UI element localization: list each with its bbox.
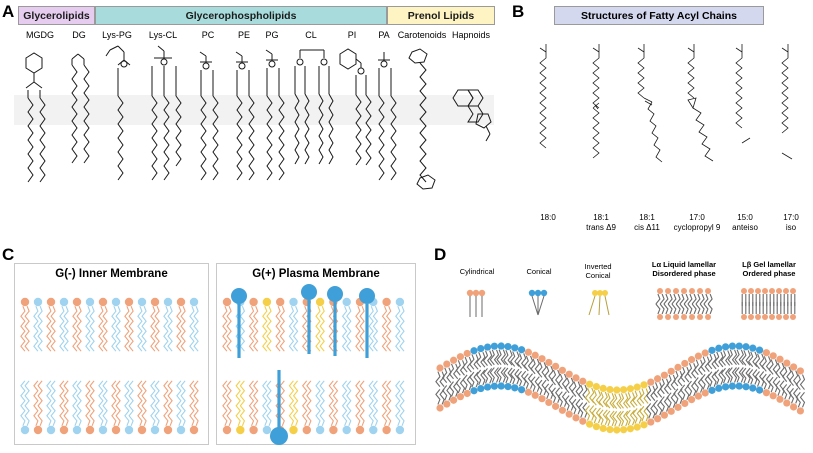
lipid-structure-drawings (0, 44, 508, 244)
lipid-label-lys-pg: Lys-PG (102, 30, 132, 40)
membrane-title-gram-positive: G(+) Plasma Membrane (252, 268, 380, 280)
panel-c-letter: C (2, 245, 15, 264)
lipid-label-pa: PA (378, 30, 390, 40)
legend-label-inverted-conical-2: Conical (585, 271, 611, 280)
category-bar-glycerophospholipids: Glycerophospholipids (95, 6, 387, 25)
legend-label-conical: Conical (526, 267, 552, 276)
fa-label-17-0-iso-name: 17:0 (783, 213, 799, 222)
lipid-label-dg: DG (72, 30, 86, 40)
wavy-bilayer-drawing (432, 330, 813, 450)
fa-label-18-1-cis-name: 18:1 (639, 213, 655, 222)
gram-positive-bilayer-drawing (217, 290, 415, 442)
lipid-label-pe: PE (237, 30, 251, 40)
panel-b-letter: B (512, 2, 525, 21)
lipid-label-pc: PC (201, 30, 215, 40)
lipid-label-cl: CL (305, 30, 317, 40)
panel-a-letter: A (2, 2, 15, 21)
panel-c-membranes (0, 245, 430, 453)
fa-label-17-0-cyclopropyl-name: 17:0 (689, 213, 705, 222)
fa-label-18-1-trans-name: 18:1 (593, 213, 609, 222)
fa-label-18-1-cis-detail: cis Δ11 (634, 223, 660, 232)
fa-label-18-1-trans-detail: trans Δ9 (586, 223, 616, 232)
lipid-label-hapnoids: Hapnoids (451, 30, 491, 40)
legend-label-inverted-conical-1: Inverted (584, 262, 612, 271)
panel-d-letter: D (434, 245, 447, 264)
fa-label-17-0-cyclopropyl-detail: cyclopropyl 9 (673, 223, 721, 232)
fa-label-18-0: 18:0 (540, 213, 556, 222)
membrane-box-gram-negative (14, 263, 209, 445)
lipid-label-pg: PG (265, 30, 279, 40)
fa-label-15-0-anteiso-name: 15:0 (737, 213, 753, 222)
fa-label-17-0-iso-detail: iso (785, 223, 797, 232)
gram-negative-bilayer-drawing (15, 290, 208, 442)
legend-label-cylindrical: Cylindrical (459, 267, 495, 276)
membrane-box-gram-positive (216, 263, 416, 445)
panel-d-lipid-shapes-phases (432, 245, 813, 453)
fatty-acid-structure-drawings (510, 40, 813, 220)
lipid-label-mgdg: MGDG (26, 30, 54, 40)
panel-a-lipid-structures (0, 0, 508, 243)
lipid-label-lys-cl: Lys-CL (148, 30, 178, 40)
legend-label-gel-lamellar-1: Lβ Gel lamellar (742, 260, 796, 269)
panel-b-title: Structures of Fatty Acyl Chains (554, 6, 764, 25)
category-bar-glycerolipids: Glycerolipids (18, 6, 95, 25)
category-bar-prenol-lipids: Prenol Lipids (387, 6, 495, 25)
legend-label-gel-lamellar-2: Ordered phase (742, 269, 796, 278)
membrane-title-gram-negative: G(-) Inner Membrane (55, 268, 168, 280)
panel-b-fatty-acyl-chains (510, 0, 813, 243)
lipid-label-pi: PI (347, 30, 357, 40)
lipid-label-carotenoids: Carotenoids (397, 30, 447, 40)
legend-label-liquid-lamellar-2: Disordered phase (652, 269, 716, 278)
legend-label-liquid-lamellar-1: Lα Liquid lamellar (651, 260, 717, 269)
fa-label-15-0-anteiso-detail: anteiso (732, 223, 758, 232)
